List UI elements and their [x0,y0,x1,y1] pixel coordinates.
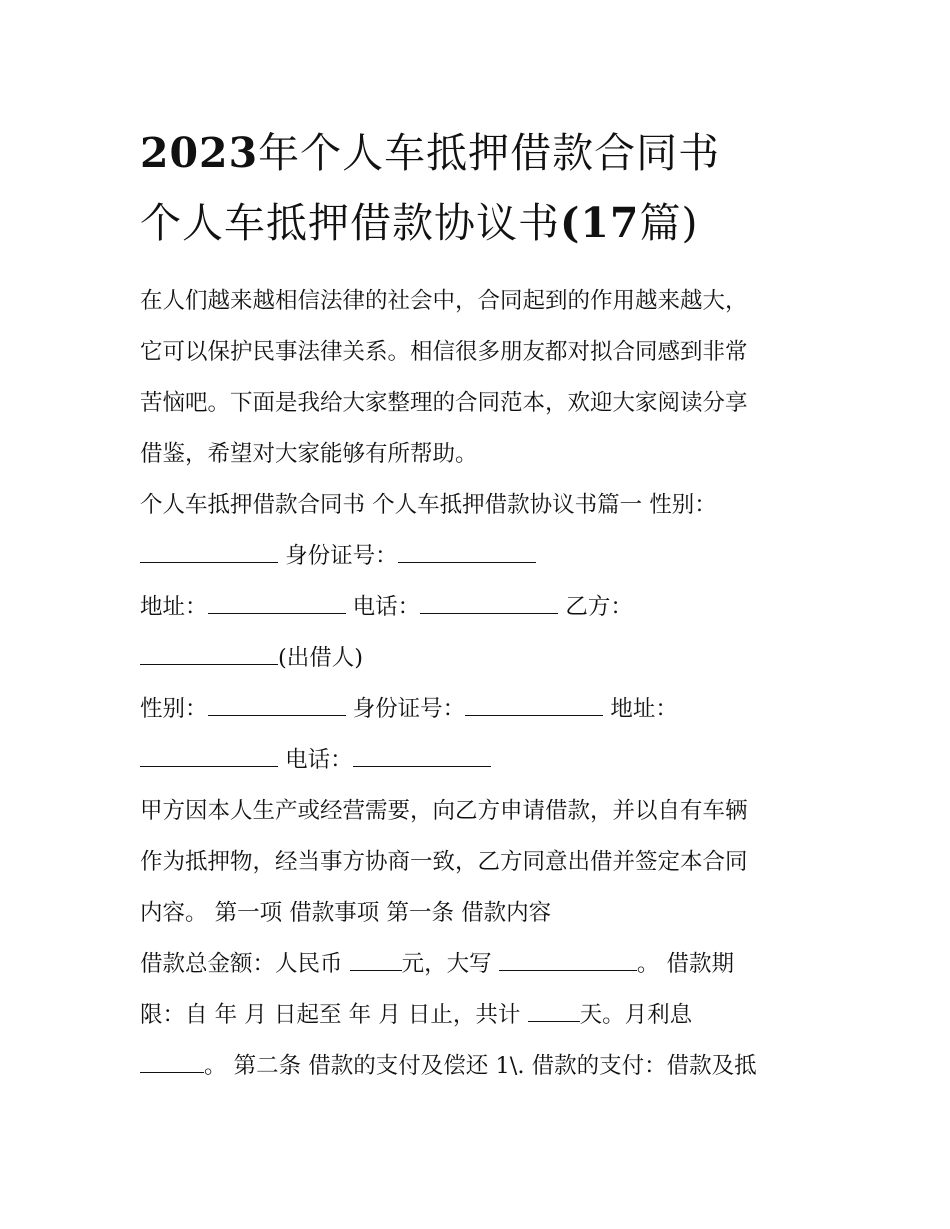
document-title [140,118,820,258]
title-line-1-text: 年个人车抵押借款合同书 [258,129,721,177]
paragraph-line: 作为抵押物，经当事方协商一致，乙方同意出借并签定本合同 [140,849,748,875]
title-line-2 [140,188,820,258]
paragraph-line: 内容。 第一项 借款事项 第一条 借款内容 [140,900,552,926]
field-label: 地址： [603,696,678,722]
paragraph-line: 在人们越来越相信法律的社会中，合同起到的作用越来越大， [140,288,748,314]
field-label: 地址： [140,594,208,620]
fill-blank [420,594,558,614]
field-label: 身份证号： [278,543,398,569]
document-page [140,118,820,1092]
field-label: 元，大写 [401,951,499,977]
fill-blank [499,951,637,971]
field-label: 。 第二条 借款的支付及偿还 1\. 借款的支付：借款及抵 [204,1053,757,1079]
fill-blank [350,951,402,971]
field-label: 借款总金额：人民币 [140,951,350,977]
fill-blank [353,747,491,767]
form-line-term [140,990,820,1041]
fill-blank [208,594,346,614]
form-line-interest [140,1041,820,1092]
field-label: 乙方： [558,594,633,620]
form-line-address [140,582,820,633]
form-line-gender [140,684,820,735]
paragraph-line: 甲方因本人生产或经营需要，向乙方申请借款，并以自有车辆 [140,798,748,824]
title-unit: 篇) [639,199,699,247]
paragraph-line: 个人车抵押借款合同书 个人车抵押借款协议书篇一 性别： [140,492,717,518]
fill-blank [528,1002,580,1022]
field-label: 限：自 年 月 日起至 年 月 日止，共计 [140,1002,528,1028]
form-line-amount [140,939,820,990]
paragraph-line: 它可以保护民事法律关系。相信很多朋友都对拟合同感到非常 [140,339,748,365]
field-label: 电话： [278,747,353,773]
fill-blank [140,645,278,665]
fill-blank [465,696,603,716]
field-label: 性别： [140,696,208,722]
fill-blank [140,543,278,563]
fill-blank [208,696,346,716]
fill-blank [140,1053,204,1073]
fill-blank [140,747,278,767]
paragraph-line: 借鉴，希望对大家能够有所帮助。 [140,441,478,467]
field-label: (出借人) [278,645,364,671]
form-line-id [140,531,820,582]
document-body [140,276,820,1092]
field-label: 天。月利息 [579,1002,693,1028]
fill-blank [398,543,536,563]
paragraph-line: 苦恼吧。下面是我给大家整理的合同范本，欢迎大家阅读分享 [140,390,748,416]
field-label: 身份证号： [345,696,466,722]
field-label: 。 借款期 [636,951,734,977]
title-line-2-text: 个人车抵押借款协议书 [140,199,560,247]
form-line-lender [140,633,820,684]
title-count: (17 [560,199,640,247]
field-label: 电话： [345,594,421,620]
form-line-phone [140,735,820,786]
title-line-1 [140,118,820,188]
title-year: 2023 [140,129,259,177]
